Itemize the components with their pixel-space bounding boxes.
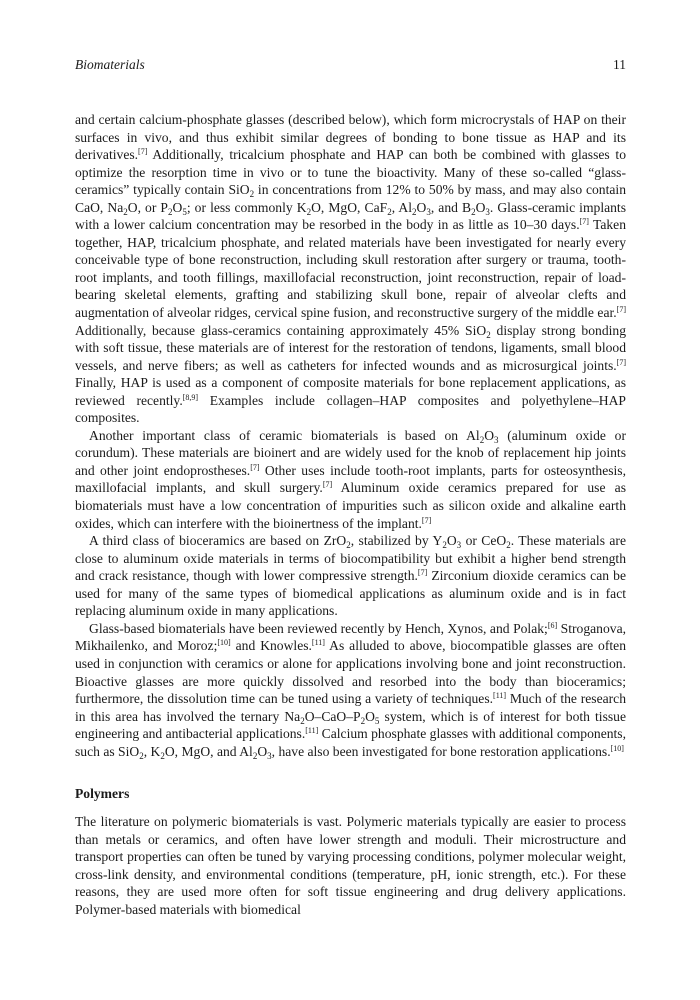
- text-run: O, MgO, CaF: [311, 199, 388, 215]
- text-run: O: [475, 199, 486, 215]
- text-run: and certain calcium-phosphate glasses (described below), which form microcrystals of HAP on their surfaces in vivo, and thus exhibit similar degrees of bonding to bone tissue as HAP and its derivatives.: [75, 112, 626, 163]
- subscript: 2: [160, 750, 165, 761]
- subscript: 2: [252, 750, 258, 761]
- citation: [11]: [311, 638, 325, 648]
- citation: [11]: [493, 691, 507, 701]
- running-head-title: Biomaterials: [75, 57, 145, 72]
- text-run: system, which is of interest for both tissue engineering and antibacterial applications.: [75, 708, 626, 742]
- text-run: As alluded to above, biocompatible glasses are often used in conjunction with ceramics or alone for applications involving bone and joint reconstruction. Bioactive glasses are more quickly dissolved and resorbed into the body than bioceramics; furthermore, the dissolution time can be tuned using a variety of techniques.: [75, 638, 626, 707]
- subscript: 2: [479, 434, 485, 445]
- body-text: [75, 111, 626, 919]
- subscript: 2: [346, 540, 351, 551]
- citation: [10]: [610, 743, 624, 753]
- subscript: 2: [168, 206, 173, 217]
- text-run: O, MgO, and Al: [164, 743, 253, 759]
- citation: [7]: [579, 217, 589, 227]
- citation: [6]: [547, 620, 558, 630]
- text-run: O: [257, 743, 268, 759]
- text-run: O–CaO–P: [304, 708, 361, 724]
- text-run: Glass-based biomaterials have been reviewed recently by Hench, Xynos, and Polak;: [89, 620, 548, 636]
- text-run: ; or less commonly K: [186, 199, 307, 215]
- text-run: Calcium phosphate glasses with additional components, such as SiO: [75, 726, 626, 759]
- subscript: 2: [123, 206, 128, 217]
- text-run: Another important class of ceramic biomaterials is based on Al: [89, 427, 480, 443]
- subscript: 2: [249, 189, 255, 200]
- text-run: Aluminum oxide ceramics prepared for use as biomaterials must have a low concentration of impurities such as silicon oxide and alkaline earth oxides, which can interfere with the bioinertness of the implant.: [75, 480, 626, 531]
- paragraph-4: [75, 620, 626, 760]
- subscript: 3: [267, 750, 272, 761]
- text-run: O: [484, 427, 495, 443]
- text-run: Much of the research in this area has involved the ternary Na: [75, 691, 626, 724]
- text-run: The literature on polymeric biomaterials is vast. Polymeric materials typically are easier to process than metals or ceramics, and often have lower strength and moduli. Their microstructure and transport properties can often be tuned by varying processing conditions, polymer molecular weight, cross-link density, and environmental conditions (temperature, pH, ionic strength, etc.). For these reasons, they are used more often for soft tissue engineering and drug delivery applications. Polymer-based materials with biomedical: [75, 814, 626, 917]
- subscript: 5: [374, 715, 380, 726]
- citation: [7]: [417, 568, 428, 578]
- subscript: 2: [360, 715, 366, 726]
- text-run: O: [365, 708, 375, 724]
- citation: [7]: [616, 305, 626, 315]
- citation: [7]: [421, 515, 432, 525]
- subscript: 3: [426, 206, 431, 217]
- subscript: 2: [139, 750, 144, 761]
- subscript: 2: [412, 206, 417, 217]
- text-run: O: [446, 533, 457, 549]
- text-run: and Knowles.: [230, 638, 312, 654]
- subscript: 2: [471, 206, 476, 217]
- citation: [7]: [616, 357, 626, 367]
- text-run: O: [416, 199, 427, 215]
- page-number: 11: [613, 57, 626, 72]
- text-run: , stabilized by Y: [350, 533, 443, 549]
- text-run: or CeO: [461, 533, 507, 549]
- subscript: 2: [306, 206, 312, 217]
- text-run: O, or P: [127, 199, 168, 215]
- text-run: Taken together, HAP, tricalcium phosphate, and related materials have been investigated for nearly every conceivable type of bone reconstruction, including skull restoration after surgery or trauma, tooth-root implants, and tooth fillings, maxillofacial reconstruction, joint reconstruction, repair of load-bearing skeletal elements, grafting and stabilizing skull bone, repair of alveolar clefts and augmentation of alveolar ridges, cervical spine fusion, and reconstructive surgery of the middle ear.: [75, 217, 626, 321]
- citation: [10]: [217, 638, 231, 648]
- text-run: , and B: [430, 199, 472, 215]
- text-run: , K: [143, 743, 161, 759]
- citation: [11]: [305, 726, 319, 736]
- text-run: (aluminum oxide or corundum). These materials are bioinert and are widely used for the knob of replacement hip joints and other joint endoprostheses.: [75, 427, 626, 478]
- subscript: 2: [486, 329, 491, 340]
- text-run: Examples include collagen–HAP composites and polyethylene–HAP composites.: [75, 392, 626, 426]
- text-run: , have also been investigated for bone restoration applications.: [271, 743, 611, 759]
- text-run: O: [172, 199, 183, 215]
- subscript: 5: [182, 206, 187, 217]
- subscript: 3: [456, 540, 462, 551]
- text-run: in concentrations from 12% to 50% by mass, and may also contain CaO, Na: [75, 182, 626, 215]
- text-run: Additionally, tricalcium phosphate and HAP can both be combined with glasses to optimize the resorption time in vivo or to tune the bioactivity. Many of these so-called “glass-ceramics” typically contain SiO: [75, 147, 626, 198]
- citation: [7]: [250, 462, 260, 472]
- subscript: 2: [300, 715, 305, 726]
- running-head: [75, 56, 626, 74]
- text-run: Additionally, because glass-ceramics containing approximately 45% SiO: [75, 322, 487, 338]
- text-run: A third class of bioceramics are based on ZrO: [89, 533, 347, 549]
- citation: [7]: [322, 480, 333, 490]
- paragraph-5: [75, 813, 626, 918]
- text-run: . These materials are close to aluminum oxide materials in terms of biocompatibility but exhibit a higher bend strength and crack resistance, though with lower compressive strength.: [75, 533, 626, 584]
- paragraph-3: [75, 532, 626, 620]
- citation: [7]: [138, 147, 148, 157]
- text-run: , Al: [391, 199, 412, 215]
- citation: [8,9]: [182, 392, 199, 402]
- subscript: 2: [506, 540, 511, 551]
- subscript: 2: [442, 540, 447, 551]
- text-run: Stroganova, Mikhailenko, and Moroz;: [75, 620, 626, 654]
- text-run: Zirconium dioxide ceramics can be used for many of the same types of biomedical applications as aluminum oxide and is in fact replacing aluminum oxide in many applications.: [75, 568, 626, 619]
- text-run: display strong bonding with soft tissue, these materials are of interest for the restoration of tendons, ligaments, small blood vessels, and nerve fibers; as well as catheters for infected wounds and as microsurgical joints.: [75, 322, 626, 373]
- subscript: 3: [494, 434, 499, 445]
- text-run: Other uses include tooth-root implants, parts for osteosynthesis, maxillofacial implants, and skull surgery.: [75, 462, 626, 496]
- paragraph-2: [75, 427, 626, 532]
- subscript: 3: [485, 206, 490, 217]
- paragraph-1: [75, 111, 626, 427]
- section-heading: Polymers: [75, 786, 130, 802]
- text-run: . Glass-ceramic implants with a lower calcium concentration may be resorbed in the body in as little as 10–30 days.: [75, 199, 626, 233]
- subscript: 2: [387, 206, 392, 217]
- text-run: Finally, HAP is used as a component of composite materials for bone replacement applications, as reviewed recently.: [75, 375, 626, 408]
